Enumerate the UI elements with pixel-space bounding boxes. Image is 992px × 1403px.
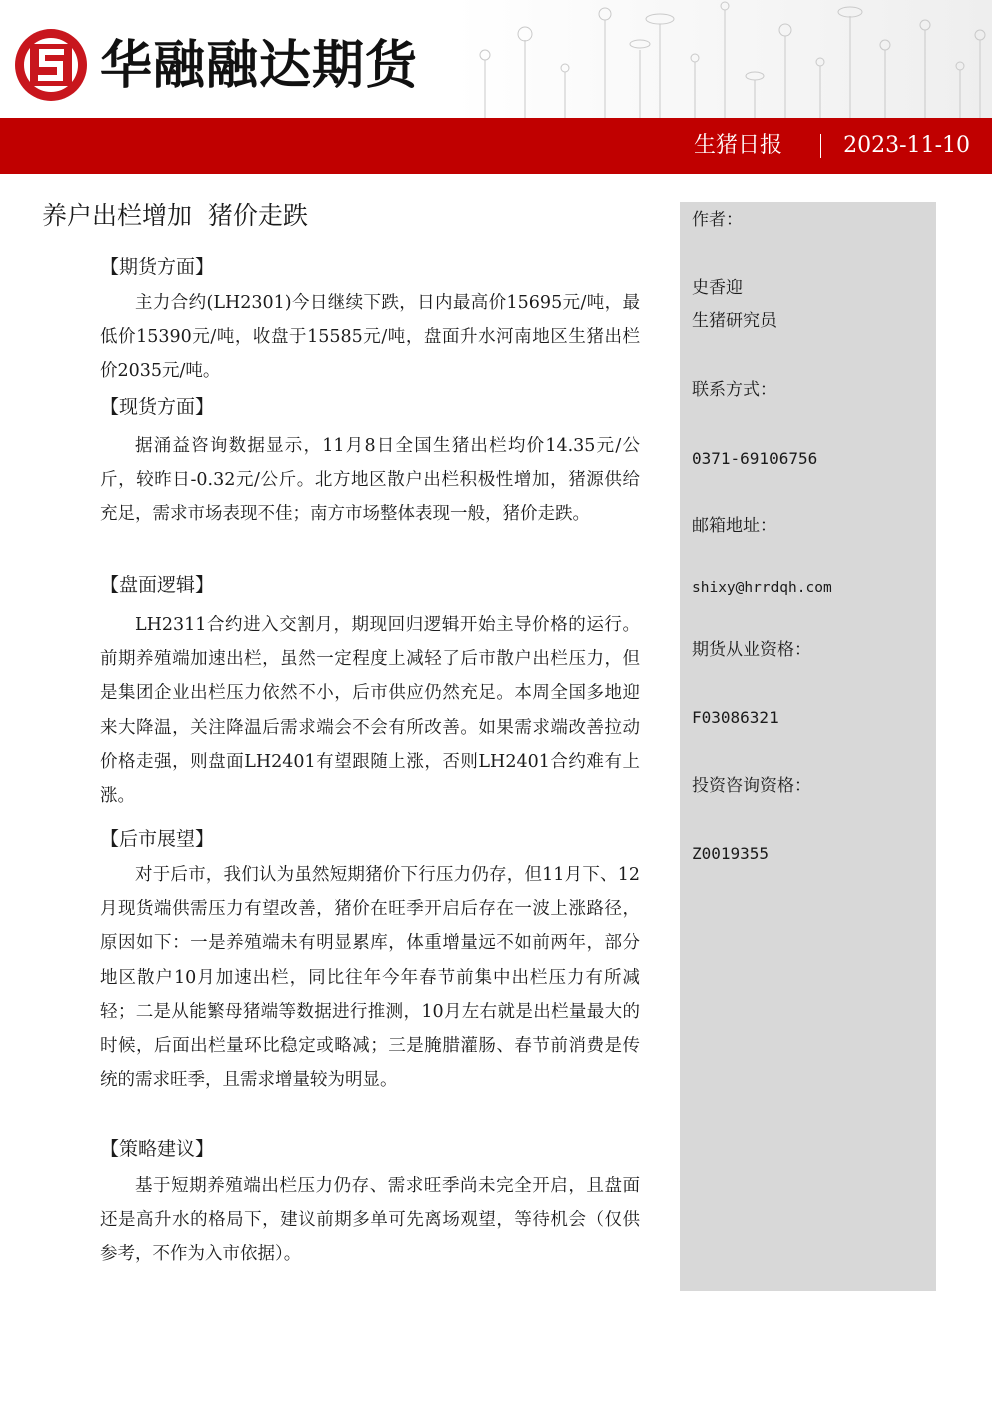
title-bar-divider <box>820 134 821 158</box>
email-label: 邮箱地址： <box>692 516 777 536</box>
report-header <box>0 0 992 118</box>
contact-label: 联系方式： <box>692 380 777 400</box>
email-address[interactable]: shixy@hrrdqh.com <box>692 580 832 596</box>
futures-cert-number: F03086321 <box>692 708 779 727</box>
section-body-strategy: 基于短期养殖端出栏压力仍存、需求旺季尚未完全开启，且盘面还是高升水的格局下，建议前期多单可先离场观望，等待机会（仅供参考，不作为入市依据）。 <box>100 1176 640 1265</box>
author-name: 史香迎 <box>692 278 743 298</box>
section-title-outlook: 【后市展望】 <box>100 828 215 850</box>
company-name: 华融融达期货 <box>100 36 419 96</box>
section-body-logic: LH2311合约进入交割月，期现回归逻辑开始主导价格的运行。前期养殖端加速出栏，虽然一定程度上减轻了后市散户出栏压力，但是集团企业出栏压力依然不小，后市供应仍然充足。本周全国多地迎来大降温，关注降温后需求端会不会有所改善。如果需求端改善拉动价格走强，则盘面LH2401有望跟随上涨，否则LH2401合约难有上涨。 <box>100 615 640 807</box>
advisory-cert-number: Z0019355 <box>692 844 770 863</box>
article-headline: 养户出栏增加 猪价走跌 <box>42 201 308 230</box>
section-body-futures: 主力合约(LH2301)今日继续下跌，日内最高价15695元/吨，最低价15390元/吨，收盘于15585元/吨，盘面升水河南地区生猪出栏价2035元/吨。 <box>100 293 640 382</box>
author-title: 生猪研究员 <box>692 311 777 331</box>
section-body-spot: 据涌益咨询数据显示，11月8日全国生猪出栏均价14.35元/公斤，较昨日-0.32元/公斤。北方地区散户出栏积极性增加，猪源供给充足，需求市场表现不佳；南方市场整体表现一般，猪价走跌。 <box>100 436 640 525</box>
section-title-strategy: 【策略建议】 <box>100 1138 215 1160</box>
decorative-background <box>455 0 992 118</box>
author-sidebar <box>680 202 936 1291</box>
section-title-logic: 【盘面逻辑】 <box>100 574 215 596</box>
section-body-outlook: 对于后市，我们认为虽然短期猪价下行压力仍存，但11月下、12月现货端供需压力有望改善，猪价在旺季开启后存在一波上涨路径，原因如下：一是养殖端未有明显累库，体重增量远不如前两年，部分地区散户10月加速出栏，同比往年今年春节前集中出栏压力有所减轻；二是从能繁母猪端等数据进行推测，10月左右就是出栏量最大的时候，后面出栏量环比稳定或略减；三是腌腊灌肠、春节前消费是传统的需求旺季，且需求增量较为明显。 <box>100 865 640 1091</box>
company-logo-icon <box>12 26 90 104</box>
section-title-spot: 【现货方面】 <box>100 396 215 418</box>
contact-phone: 0371-69106756 <box>692 449 818 468</box>
report-date: 2023-11-10 <box>843 133 970 158</box>
report-type-label: 生猪日报 <box>693 133 782 158</box>
section-title-futures: 【期货方面】 <box>100 256 215 278</box>
futures-cert-label: 期货从业资格： <box>692 640 811 660</box>
advisory-cert-label: 投资咨询资格： <box>692 776 811 796</box>
author-label: 作者： <box>692 210 743 230</box>
